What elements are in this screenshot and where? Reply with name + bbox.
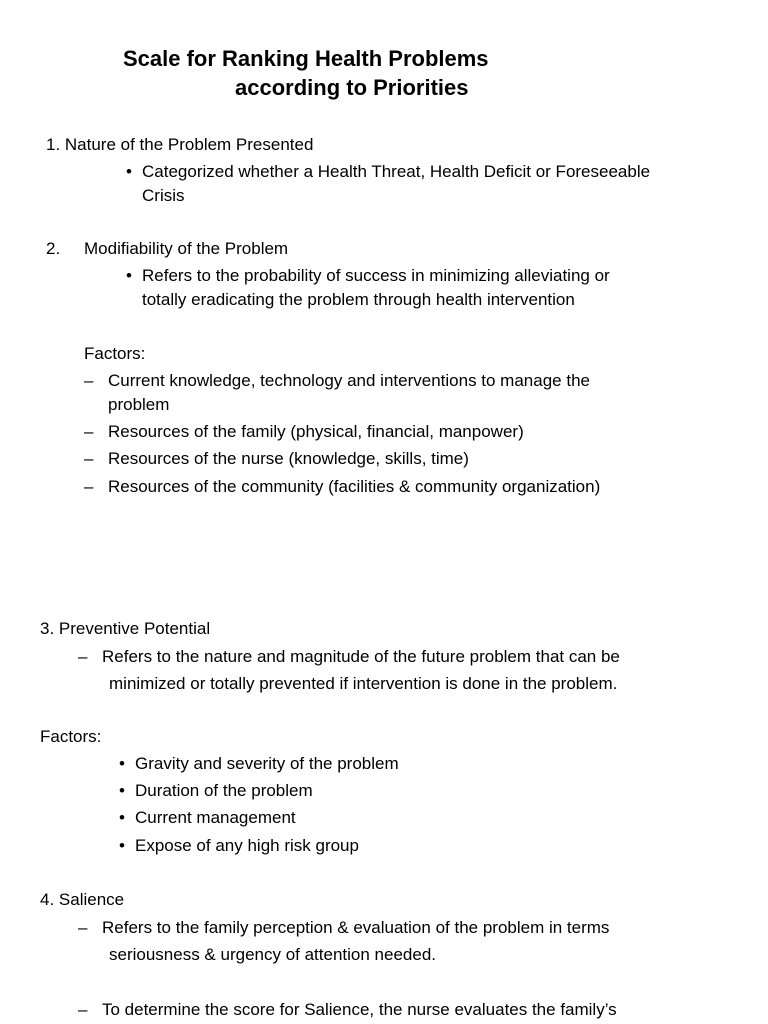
section3-factor-1-marker: • <box>119 754 125 773</box>
title-line-2: according to Priorities <box>235 75 469 100</box>
section2-factor-1-line-2: problem <box>108 395 170 414</box>
section2-factor-3-dash: – <box>84 449 94 468</box>
section3-desc-dash: – <box>78 647 88 666</box>
section4-desc2-line-1: To determine the score for Salience, the nurse evaluates the family’s <box>102 1000 617 1019</box>
section1-bullet-line-2: Crisis <box>142 186 185 205</box>
section3-factor-4-marker: • <box>119 836 125 855</box>
section4-desc-line-1: Refers to the family perception & evaluation of the problem in terms <box>102 918 610 937</box>
section2-factor-4-dash: – <box>84 477 94 496</box>
section1-heading: 1. Nature of the Problem Presented <box>46 135 314 154</box>
section4-desc2-dash: – <box>78 1000 88 1019</box>
section1-bullet-marker: • <box>126 162 132 181</box>
section3-heading: 3. Preventive Potential <box>40 619 211 638</box>
section3-factor-1: Gravity and severity of the problem <box>135 754 399 773</box>
section2-number: 2. <box>46 239 61 258</box>
title-line-1: Scale for Ranking Health Problems <box>123 46 489 71</box>
section3-factor-3: Current management <box>135 808 296 827</box>
section1-bullet-line-1: Categorized whether a Health Threat, Health Deficit or Foreseeable <box>142 162 651 181</box>
section2-factor-3: Resources of the nurse (knowledge, skills, time) <box>108 449 469 468</box>
section2-factors-label: Factors: <box>84 344 146 363</box>
section3-factor-4: Expose of any high risk group <box>135 836 359 855</box>
section3-factor-2-marker: • <box>119 781 125 800</box>
section3-factors-label: Factors: <box>40 727 102 746</box>
section4-desc-line-2: seriousness & urgency of attention needed. <box>109 945 436 964</box>
section2-factor-4: Resources of the community (facilities & community organization) <box>108 477 601 496</box>
section2-bullet-marker: • <box>126 266 132 285</box>
section3-factor-2: Duration of the problem <box>135 781 313 800</box>
section2-factor-2-dash: – <box>84 422 94 441</box>
section2-bullet-line-1: Refers to the probability of success in minimizing alleviating or <box>142 266 610 285</box>
section2-factor-1-dash: – <box>84 371 94 390</box>
section2-factor-1-line-1: Current knowledge, technology and interventions to manage the <box>108 371 590 390</box>
section3-desc-line-1: Refers to the nature and magnitude of the future problem that can be <box>102 647 620 666</box>
section3-desc-line-2: minimized or totally prevented if intervention is done in the problem. <box>109 674 618 693</box>
section4-heading: 4. Salience <box>40 890 125 909</box>
section4-desc-dash: – <box>78 918 88 937</box>
section2-heading: Modifiability of the Problem <box>84 239 289 258</box>
section2-factor-2: Resources of the family (physical, financial, manpower) <box>108 422 524 441</box>
section2-bullet-line-2: totally eradicating the problem through health intervention <box>142 290 575 309</box>
section3-factor-3-marker: • <box>119 808 125 827</box>
